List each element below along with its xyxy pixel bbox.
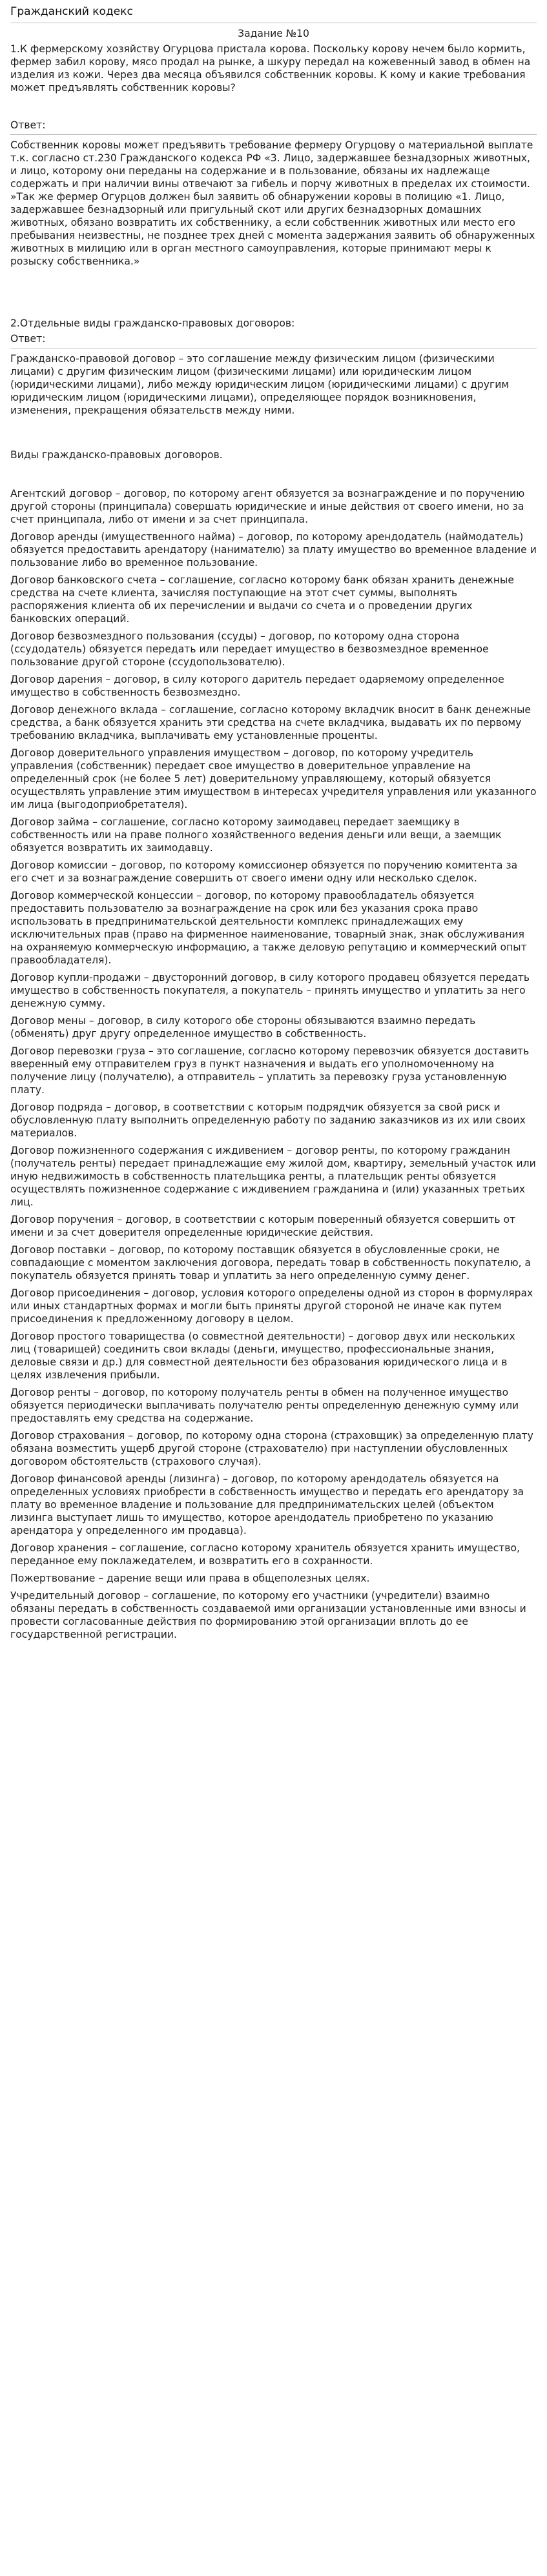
definition-item: Договор подряда – договор, в соответствии с которым подрядчик обязуется за свой риск и обусловленную плату выполнить определенную работу по заданию заказчиков из их или своих материалов. <box>10 1102 526 1139</box>
definition-item: Агентский договор – договор, по которому агент обязуется за вознаграждение и по поручению другой стороны (принципала) совершать юридические и иные действия от своего имени, но за счет принципала, либо от имени и за счет принципала. <box>10 488 525 525</box>
document-title: Гражданский кодекс <box>10 5 537 23</box>
definition-item: Договор банковского счета – соглашение, согласно которому банк обязан хранить денежные средства на счете клиента, зачисляя поступающие на этот счет суммы, выполнять распоряжения клиента об их перечислении и выдачи со счета и о проведении других банковских операций. <box>10 574 514 625</box>
definition-item: Договор доверительного управления имуществом – договор, по которому учредитель управления (собственник) передает свое имущество в доверительное управление на определенный срок (не более 5 лет) доверительному управляющему, который обязуется осуществлять управление этим имуществом в интересах учредителя управления или указанного им лица (выгодоприобретателя). <box>10 747 537 810</box>
definition-item: Договор ренты – договор, по которому получатель ренты в обмен на полученное имущество обязуется периодически выплачивать получателю ренты определенную денежную сумму или предоставлять ему средства на содержание. <box>10 1387 519 1424</box>
definition-item: Договор безвозмездного пользования (ссуды) – договор, по которому одна сторона (ссудодатель) обязуется передать или передает имущество в безвозмездное временное пользование другой стороне (ссудопользователю). <box>10 630 489 668</box>
definition-item: Договор страхования – договор, по которому одна сторона (страховщик) за определенную плату обязана возместить ущерб другой стороне (страхователю) при наступлении обусловленных договором обстоятельств (страхового случая). <box>10 1430 533 1467</box>
definition-item: Пожертвование – дарение вещи или права в общеполезных целях. <box>10 1573 370 1584</box>
definition-item: Договор займа – соглашение, согласно которому заимодавец передает заемщику в собственность или на праве полного хозяйственного ведения деньги или вещи, а заемщик обязуется возвратить их заимодавцу. <box>10 816 502 854</box>
task-title: Задание №10 <box>238 28 309 39</box>
question-2: 2.Отдельные виды гражданско-правовых договоров: <box>10 317 295 329</box>
definition-item: Договор перевозки груза – это соглашение, согласно которому перевозчик обязуется доставить вверенный ему отправителем груз в пункт назначения и выдать его уполномоченному на получение лицу (получателю), а отправитель – уплатить за перевозку груза установленную плату. <box>10 1045 530 1096</box>
definition-item: Договор поставки – договор, по которому поставщик обязуется в обусловленные сроки, не совпадающие с моментом заключения договора, передать товар в собственность покупателю, а покупатель обязуется принять товар и уплатить за него определенную сумму денег. <box>10 1244 532 1282</box>
definition-item: Договор купли-продажи – двусторонний договор, в силу которого продавец обязуется передать имущество в собственность покупателя, а покупатель – принять имущество и уплатить за него денежную сумму. <box>10 972 530 1009</box>
answer-label: Ответ: <box>10 119 46 131</box>
definition-item: Договор поручения – договор, в соответствии с которым поверенный обязуется совершить от имени и за счет доверителя определенные юридические действия. <box>10 1214 516 1238</box>
definition-item: Договор хранения – соглашение, согласно которому хранитель обязуется хранить имущество, переданное ему поклажедателем, и возвратить его в сохранности. <box>10 1542 520 1567</box>
definition-item: Договор коммерческой концессии – договор, по которому правообладатель обязуется предоставить пользователю за вознаграждение на срок или без указания срока право использовать в предпринимательской деятельности комплекс принадлежащих ему исключительных прав (право на фирменное наименование, товарный знак, знак обслуживания на охраняемую коммерческую информацию, а также деловую репутацию и коммерческий опыт правообладателя). <box>10 890 527 966</box>
answer-text: Собственник коровы может предъявить требование фермеру Огурцову о материальной выплате т.к. согласно ст.230 Гражданского кодекса РФ «3. Лицо, задержавшее безнадзорных животных, и лицо, которому они переданы на содержание и в пользование, обязаны их надлежаще содержать и при наличии вины отвечают за гибель и порчу животных в пределах их стоимости. »Так же фермер Огурцов должен был заявить об обнаружении коровы в полицию «1. Лицо, задержавшее безнадзорный или пригульный скот или других безнадзорных домашних животных, обязано возвратить их собственнику, а если собственник животных или место его пребывания неизвестны, не позднее трех дней с момента задержания заявить об обнаруженных животных в милицию или в орган местного самоуправления, которые принимают меры к розыску собственника.» <box>10 139 535 267</box>
answer-divider <box>10 134 537 135</box>
task-text: 1.К фермерскому хозяйству Огурцова пристала корова. Поскольку корову нечем было кормить, фермер забил корову, мясо продал на рынке, а шкуру передал на кожевенный завод в обмен на изделия из кожи. Через два месяца объявился собственник коровы. К кому и какие требования может предъявлять собственник коровы? <box>10 43 531 94</box>
types-heading: Виды гражданско-правовых договоров. <box>10 449 223 461</box>
answer-2-text: Гражданско-правовой договор – это соглашение между физическим лицом (физическими лицами) с другим физическим лицом (физическими лицами) или юридическим лицом (юридическими лицами), либо между юридическим лицом (юридическими лицами) с другим юридическим лицом (юридическими лицами), определяющее порядок возникновения, изменения, прекращения обязательств между ними. <box>10 353 510 416</box>
definition-item: Договор пожизненного содержания с иждивением – договор ренты, по которому гражданин (получатель ренты) передает принадлежащие ему жилой дом, квартиру, земельный участок или иную недвижимость в собственность плательщика ренты, а плательщик ренты обязуется осуществлять пожизненное содержание с иждивением гражданина и (или) указанных третьих лиц. <box>10 1145 536 1208</box>
definitions-list <box>10 487 537 1641</box>
definition-item: Договор денежного вклада – соглашение, согласно которому вкладчик вносит в банк денежные средства, а банк обязуется хранить эти средства на счете вкладчика, выдавать их по первому требованию вкладчика, выплачивать ему установленные проценты. <box>10 704 531 741</box>
definition-item: Договор присоединения – договор, условия которого определены одной из сторон в формулярах или иных стандартных формах и могли быть приняты другой стороной не иначе как путем присоединения к предложенному договору в целом. <box>10 1287 533 1325</box>
answer-2-label: Ответ: <box>10 333 46 345</box>
document-page <box>0 5 547 1641</box>
definition-item: Договор простого товарищества (о совместной деятельности) – договор двух или нескольких лиц (товарищей) соединить свои вклады (деньги, имущество, профессиональные знания, деловые связи и др.) для совместной деятельности без образования юридического лица и в целях извлечения прибыли. <box>10 1331 515 1381</box>
definition-item: Договор комиссии – договор, по которому комиссионер обязуется по поручению комитента за его счет и за вознаграждение совершить от своего имени одну или несколько сделок. <box>10 860 518 884</box>
definition-item: Договор аренды (имущественного найма) – договор, по которому арендодатель (наймодатель) обязуется предоставить арендатору (нанимателю) за плату имущество во временное владение и пользование либо во временное пользование. <box>10 531 537 569</box>
definition-item: Договор дарения – договор, в силу которого даритель передает одаряемому определенное имущество в собственность безвозмездно. <box>10 674 504 698</box>
definition-item: Договор финансовой аренды (лизинга) – договор, по которому арендодатель обязуется на определенных условиях приобрести в собственность имущество и передать его арендатору за плату во временное владение и пользование для предпринимательских целей (объектом лизинга выступает лишь то имущество, которое арендодатель приобретено по указанию арендатора у определенного им продавца). <box>10 1473 524 1536</box>
definition-item: Договор мены – договор, в силу которого обе стороны обязываются взаимно передать (обменять) друг другу определенное имущество в собственность. <box>10 1015 476 1040</box>
definition-item: Учредительный договор – соглашение, по которому его участники (учредители) взаимно обязаны передать в собственность создаваемой ими организации установленные ими взносы и провести согласованные действия по формированию этой организации вплоть до ее государственной регистрации. <box>10 1590 526 1640</box>
